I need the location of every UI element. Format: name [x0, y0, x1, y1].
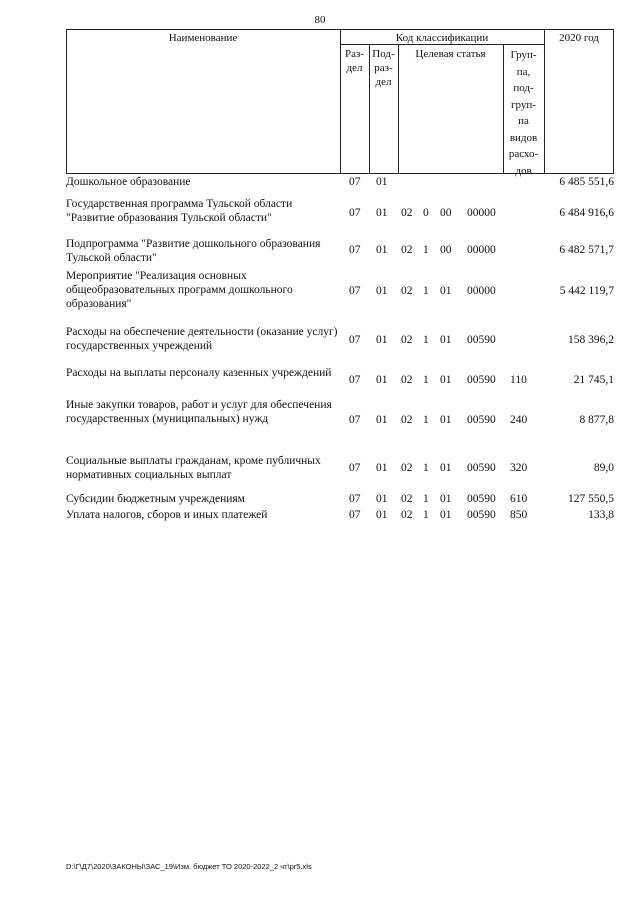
row-target-subprogram: 1 [423, 462, 429, 474]
row-podrazdel: 01 [376, 462, 388, 474]
row-target-program: 02 [401, 207, 413, 219]
row-podrazdel: 01 [376, 244, 388, 256]
row-name: Уплата налогов, сборов и иных платежей [66, 509, 268, 521]
row-razdel: 07 [349, 462, 361, 474]
row-target-direction: 00000 [467, 207, 496, 219]
footer-file-path: D:\Г\Д7\2020\ЗАКОНЫ\ЗАС_19\Изм. бюджет ТО 2020-2022_2 чт\pr5.xls [66, 862, 312, 871]
row-podrazdel: 01 [376, 509, 388, 521]
header-classification: Код классификации [395, 32, 489, 44]
header-razdel: Раз- дел [344, 48, 364, 74]
header-name: Наименование [168, 32, 238, 44]
row-target-program: 02 [401, 462, 413, 474]
row-podrazdel: 01 [376, 414, 388, 426]
row-target-program: 02 [401, 414, 413, 426]
row-razdel: 07 [349, 207, 361, 219]
row-group: 850 [510, 509, 528, 521]
header-divider [544, 29, 545, 174]
row-target-subprogram: 1 [423, 244, 429, 256]
row-name: Мероприятие "Реализация основных общеобразовательных программ дошкольного образования" [66, 270, 293, 310]
row-group: 240 [510, 414, 528, 426]
row-group: 610 [510, 493, 528, 505]
row-target-subprogram: 1 [423, 493, 429, 505]
row-target-event: 01 [440, 414, 452, 426]
row-target-program: 02 [401, 374, 413, 386]
row-target-subprogram: 1 [423, 509, 429, 521]
row-podrazdel: 01 [376, 285, 388, 297]
row-name: Социальные выплаты гражданам, кроме публичных нормативных социальных выплат [66, 455, 321, 481]
row-razdel: 07 [349, 509, 361, 521]
row-amount: 21 745,1 [573, 374, 614, 386]
page-number: 80 [314, 14, 326, 26]
row-name: Дошкольное образование [66, 176, 191, 188]
header-year: 2020 год [559, 32, 599, 44]
row-amount: 89,0 [593, 462, 614, 474]
row-razdel: 07 [349, 414, 361, 426]
row-group: 110 [510, 374, 527, 386]
row-group: 320 [510, 462, 528, 474]
row-target-direction: 00000 [467, 285, 496, 297]
row-target-subprogram: 1 [423, 334, 429, 346]
row-razdel: 07 [349, 334, 361, 346]
row-target-event: 01 [440, 285, 452, 297]
row-target-program: 02 [401, 493, 413, 505]
row-name: Подпрограмма "Развитие дошкольного образования Тульской области" [66, 238, 321, 264]
row-podrazdel: 01 [376, 493, 388, 505]
row-target-program: 02 [401, 244, 413, 256]
row-name: Государственная программа Тульской области "Развитие образования Тульской области" [66, 198, 293, 224]
row-target-event: 01 [440, 462, 452, 474]
row-razdel: 07 [349, 244, 361, 256]
row-podrazdel: 01 [376, 176, 388, 188]
row-name: Субсидии бюджетным учреждениям [66, 493, 245, 505]
row-razdel: 07 [349, 493, 361, 505]
row-amount: 6 484 916,6 [559, 207, 614, 219]
row-target-direction: 00000 [467, 244, 496, 256]
row-amount: 127 550,5 [568, 493, 614, 505]
row-target-subprogram: 1 [423, 374, 429, 386]
row-name: Расходы на обеспечение деятельности (оказание услуг) государственных учреждений [66, 326, 338, 352]
header-podrazdel: Под- раз- дел [372, 48, 395, 88]
row-podrazdel: 01 [376, 207, 388, 219]
row-name: Расходы на выплаты персоналу казенных учреждений [66, 367, 332, 379]
row-amount: 5 442 119,7 [559, 285, 614, 297]
header-group: Груп- па, под- груп- па видов расхо- дов [508, 49, 539, 177]
row-razdel: 07 [349, 374, 361, 386]
row-target-direction: 00590 [467, 414, 496, 426]
row-target-event: 01 [440, 374, 452, 386]
header-target: Целевая статья [415, 48, 486, 60]
row-name: Иные закупки товаров, работ и услуг для обеспечения государственных (муниципальных) нужд [66, 399, 332, 425]
row-razdel: 07 [349, 176, 361, 188]
row-amount: 6 482 571,7 [559, 244, 614, 256]
row-amount: 8 877,8 [579, 414, 614, 426]
row-target-program: 02 [401, 334, 413, 346]
row-target-event: 00 [440, 207, 452, 219]
row-target-event: 01 [440, 334, 452, 346]
row-podrazdel: 01 [376, 374, 388, 386]
row-amount: 6 485 551,6 [559, 176, 614, 188]
row-target-direction: 00590 [467, 374, 496, 386]
row-target-subprogram: 1 [423, 414, 429, 426]
row-podrazdel: 01 [376, 334, 388, 346]
row-target-direction: 00590 [467, 462, 496, 474]
row-target-direction: 00590 [467, 493, 496, 505]
row-amount: 158 396,2 [568, 334, 614, 346]
row-target-subprogram: 1 [423, 285, 429, 297]
row-razdel: 07 [349, 285, 361, 297]
row-target-program: 02 [401, 509, 413, 521]
row-target-direction: 00590 [467, 509, 496, 521]
row-amount: 133,8 [588, 509, 614, 521]
row-target-event: 01 [440, 493, 452, 505]
header-divider [398, 44, 399, 174]
row-target-event: 00 [440, 244, 452, 256]
row-target-direction: 00590 [467, 334, 496, 346]
row-target-subprogram: 0 [423, 207, 429, 219]
row-target-program: 02 [401, 285, 413, 297]
row-target-event: 01 [440, 509, 452, 521]
